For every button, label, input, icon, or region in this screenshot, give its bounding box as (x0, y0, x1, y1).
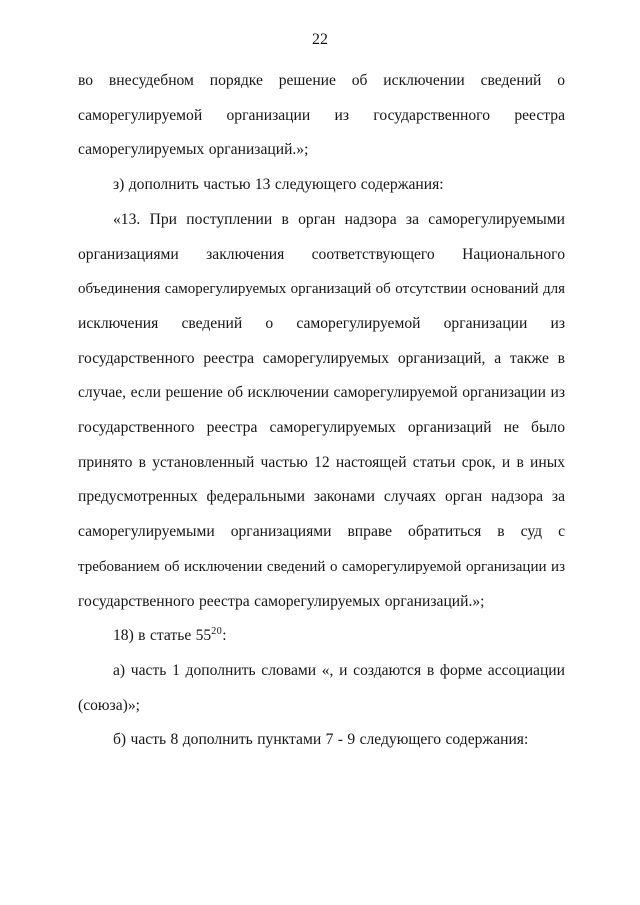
text-line: случае, если решение об исключении саморегулируемой организации из (78, 384, 565, 402)
text-line: государственного реестра саморегулируемых организаций не было (78, 419, 565, 437)
page-number: 22 (312, 31, 328, 48)
text-line: 18) в статье $55^{20}$: (113, 626, 227, 645)
document-body (78, 64, 565, 758)
text-line: саморегулируемой организации из государственного реестра (78, 106, 565, 124)
text-line: саморегулируемыми организациями вправе обратиться в суд с (78, 523, 565, 541)
text-line: объединения саморегулируемых организаций об отсутствии оснований для (78, 281, 565, 298)
text-line: (союза)»; (78, 696, 140, 714)
paragraph (78, 203, 565, 619)
text-line: «13. При поступлении в орган надзора за саморегулируемыми (113, 210, 565, 228)
text-line: а) часть 1 дополнить словами «, и создаются в форме ассоциации (113, 661, 565, 679)
text-line: организациями заключения соответствующего Национального (78, 245, 565, 263)
paragraph (78, 654, 565, 723)
paragraph (78, 64, 565, 168)
text-line: предусмотренных федеральными законами случаях орган надзора за (78, 488, 565, 506)
text-line: исключения сведений о саморегулируемой организации из (78, 314, 565, 332)
paragraph (78, 168, 565, 203)
text-line: государственного реестра саморегулируемых организаций.»; (78, 592, 485, 610)
text-line: з) дополнить частью 13 следующего содержания: (113, 176, 444, 194)
paragraph (78, 619, 565, 654)
text-line: саморегулируемых организаций.»; (78, 141, 309, 159)
text-line: б) часть 8 дополнить пунктами 7 - 9 следующего содержания: (113, 731, 529, 749)
text-line: во внесудебном порядке решение об исключении сведений о (78, 72, 565, 89)
text-line: принято в установленный частью 12 настоящей статьи срок, и в иных (78, 453, 565, 471)
text-line: государственного реестра саморегулируемых организаций, а также в (78, 349, 565, 367)
paragraph (78, 723, 565, 758)
text-line: требованием об исключении сведений о саморегулируемой организации из (78, 558, 565, 575)
